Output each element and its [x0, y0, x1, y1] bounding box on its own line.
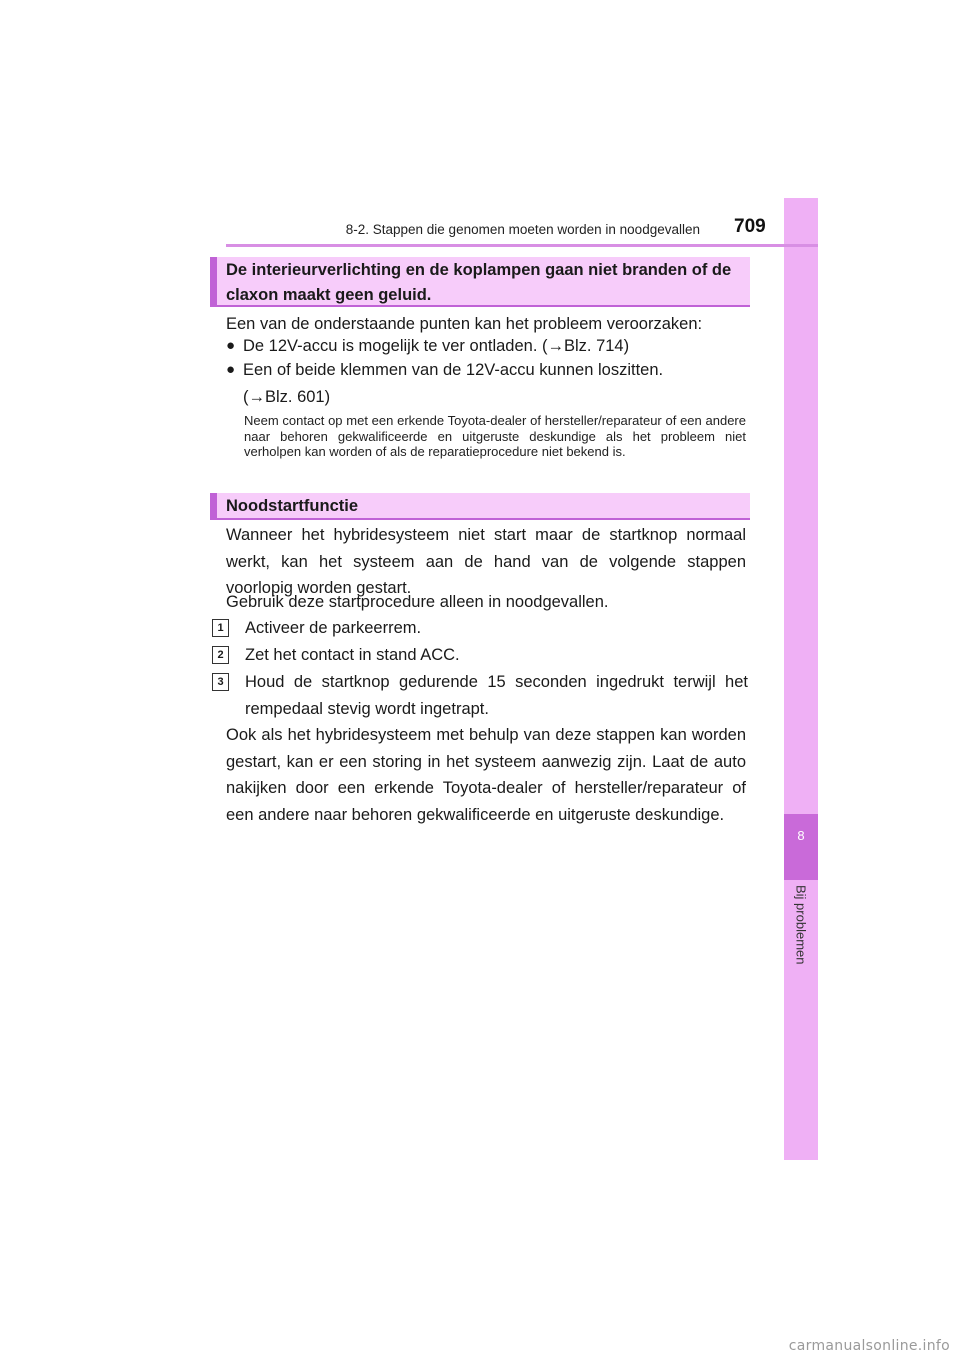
- intro-text: Een van de onderstaande punten kan het probleem veroorzaken:: [226, 315, 703, 333]
- section-title-lights: De interieurverlichting en de koplampen gaan niet branden of de claxon maakt geen geluid.: [226, 261, 732, 304]
- step-number: 2: [212, 646, 229, 664]
- bullet-text: De 12V-accu is mogelijk te ver ontladen. (→Blz. 714): [243, 337, 630, 355]
- section-box-emergency: [210, 493, 750, 520]
- step-number: 1: [212, 619, 229, 637]
- step-text: Activeer de parkeerrem.: [245, 619, 422, 637]
- side-tab: [784, 198, 818, 1160]
- bullet-ref: (→Blz. 601): [243, 387, 331, 406]
- emergency-intro-text: Wanneer het hybridesysteem niet start maar de startknop normaal werkt, kan het systeem aan de hand van de volgende stappen voorlopig worden gestart.: [226, 526, 746, 597]
- side-tab-chapter-marker: [784, 814, 818, 880]
- section-title-emergency: Noodstartfunctie: [226, 497, 358, 515]
- step-text: Houd de startknop gedurende 15 seconden ingedrukt terwijl het rempedaal stevig wordt ingetrapt.: [245, 673, 748, 718]
- bullet-icon: ●: [226, 337, 236, 354]
- emergency-use-text: Gebruik deze startprocedure alleen in noodgevallen.: [226, 593, 609, 611]
- bullet-text: Een of beide klemmen van de 12V-accu kunnen loszitten. (→Blz. 601): [243, 361, 664, 406]
- closing-text: Ook als het hybridesysteem met behulp van deze stappen kan worden gestart, kan er een storing in het systeem aanwezig zijn. Laat de auto nakijken door een erkende Toyota-dealer of hersteller/reparateur of een andere naar behoren gekwalificeerde en uitgeruste deskundige.: [226, 726, 746, 824]
- header-rule: [226, 244, 818, 247]
- page-number: 709: [734, 216, 766, 237]
- step-item: [212, 669, 748, 722]
- side-tab-title: Bij problemen: [793, 885, 809, 965]
- footer-watermark: carmanualsonline.info: [788, 1338, 950, 1354]
- bullet-item: [226, 357, 746, 410]
- step-item: [212, 615, 748, 642]
- step-text: Zet het contact in stand ACC.: [245, 646, 460, 664]
- note-text: Neem contact op met een erkende Toyota-dealer of hersteller/reparateur of een andere naar behoren gekwalificeerde en uitgeruste deskundige als het probleem niet verholpen kan worden of als de reparatieprocedure niet bekend is.: [244, 413, 746, 459]
- header-section-title: 8-2. Stappen die genomen moeten worden in noodgevallen: [345, 222, 700, 237]
- side-tab-chapter: 8: [797, 828, 805, 843]
- bullet-item: [226, 333, 746, 360]
- step-item: [212, 642, 748, 669]
- section-box-lights: [210, 257, 750, 307]
- step-number: 3: [212, 673, 229, 691]
- bullet-icon: ●: [226, 361, 236, 378]
